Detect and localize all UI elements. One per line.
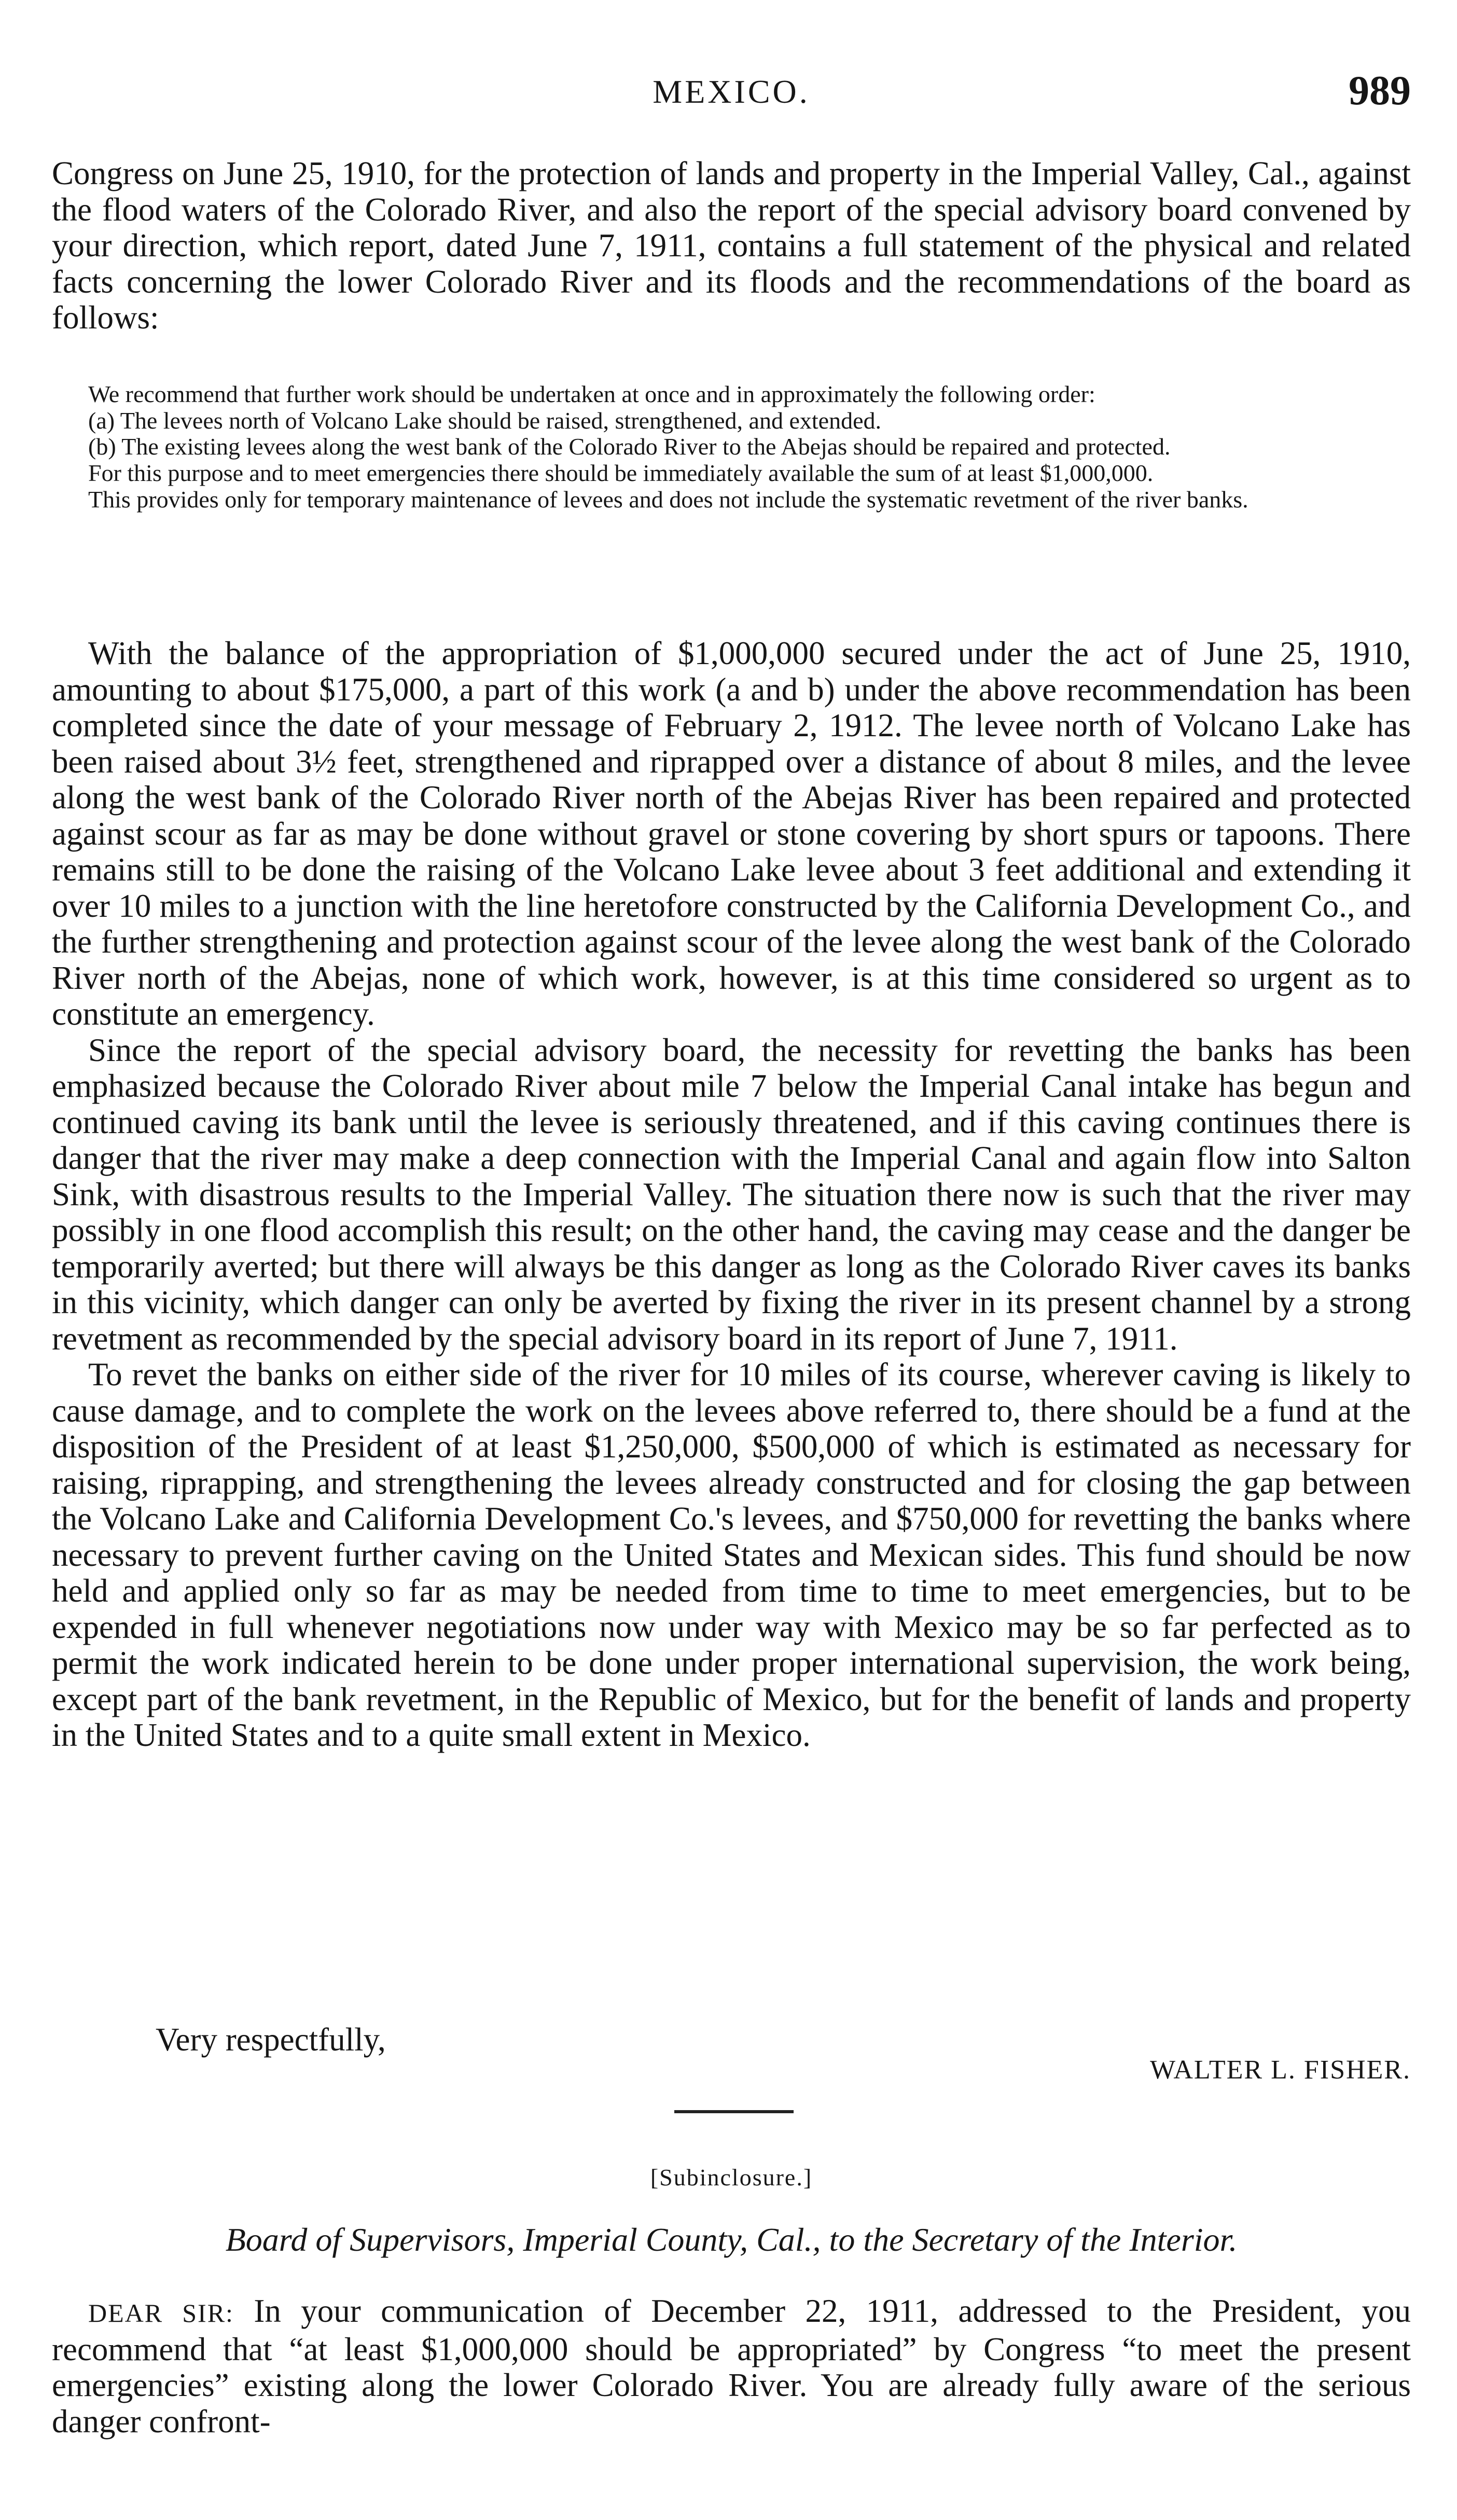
page-number: 989 (1349, 68, 1411, 114)
paragraph-revetting-necessity: Since the report of the special advisory board, the necessity for revetting the banks has been emphasized because the Colorado River about mile 7 below the Imperial Canal intake has begun and continued caving its bank until the levee is seriously threatened, and if this caving continues there is danger that the river may make a deep connection with the Imperial Canal and again flow into Salton Sink, with disastrous results to the Imperial Valley. The situation there now is such that the river may possibly in one flood accomplish this result; on the other hand, the caving may cease and the danger be temporarily averted; but there will always be this danger as long as the Colorado River caves its banks in this vicinity, which danger can only be averted by fixing the river in its present channel by a strong revetment as recommended by the special advisory board in its report of June 7, 1911. (52, 1031, 1411, 1357)
intro-block (52, 156, 1411, 336)
intro-paragraph: Congress on June 25, 1910, for the protection of lands and property in the Imperial Valley, Cal., against the flood waters of the Colorado River, and also the report of the special advisory board convened by your direction, which report, dated June 7, 1911, contains a full statement of the physical and related facts concerning the lower Colorado River and its floods and the recommendations of the board as follows: (52, 155, 1411, 336)
quote-intro: We recommend that further work should be undertaken at once and in approximately the following order: (88, 381, 1095, 407)
quote-item-a: (a) The levees north of Volcano Lake should be raised, strengthened, and extended. (88, 407, 882, 434)
running-head: MEXICO. (653, 73, 810, 110)
quote-item-b: (b) The existing levees along the west bank of the Colorado River to the Abejas should be repaired and protected. (88, 433, 1171, 460)
subinclosure-label: [Subinclosure.] (650, 2164, 813, 2191)
subinclosure-title: Board of Supervisors, Imperial County, Cal., to the Secretary of the Interior. (225, 2221, 1238, 2258)
letter-greeting: DEAR SIR: (88, 2298, 234, 2328)
letter-paragraph (52, 2293, 1411, 2440)
page-header (52, 67, 1411, 125)
quote-provides: This provides only for temporary maintenance of levees and does not include the systematic revetment of the river banks. (88, 486, 1248, 513)
main-body (52, 636, 1411, 1754)
signature: WALTER L. FISHER. (1150, 2055, 1411, 2085)
quote-purpose: For this purpose and to meet emergencies there should be immediately available the sum of at least $1,000,000. (88, 460, 1154, 487)
board-recommendation-quote (52, 381, 1411, 513)
letter-text: In your communication of December 22, 1911, addressed to the President, you recommend that “at least $1,000,000 should be appropriated” by Congress “to meet the present emergencies” existing along the lower Colorado River. You are already fully aware of the serious danger confront- (52, 2293, 1411, 2440)
section-divider (674, 2110, 794, 2113)
letter-body (52, 2293, 1411, 2440)
paragraph-revet-fund: To revet the banks on either side of the river for 10 miles of its course, wherever caving is likely to cause damage, and to complete the work on the levees above referred to, there should be a fund at the disposition of the President of at least $1,250,000, $500,000 of which is estimated as necessary for raising, riprapping, and strengthening the levees already constructed and for closing the gap between the Volcano Lake and California Development Co.'s levees, and $750,000 for revetting the banks where necessary to prevent further caving on the United States and Mexican sides. This fund should be now held and applied only so far as may be needed from time to time to meet emergencies, but to be expended in full whenever negotiations now under way with Mexico may be so far perfected as to permit the work indicated herein to be done under proper international supervision, the work being, except part of the bank revetment, in the Republic of Mexico, but for the benefit of lands and property in the United States and to a quite small extent in Mexico. (52, 1356, 1411, 1753)
complimentary-close: Very respectfully, (156, 2021, 386, 2058)
paragraph-appropriation-balance: With the balance of the appropriation of $1,000,000 secured under the act of June 25, 1910, amounting to about $175,000, a part of this work (a and b) under the above recommendation has been completed since the date of your message of February 2, 1912. The levee north of Volcano Lake has been raised about 3½ feet, strengthened and riprapped over a distance of about 8 miles, and the levee along the west bank of the Colorado River north of the Abejas River has been repaired and protected against scour as far as may be done without gravel or stone covering by short spurs or tapoons. There remains still to be done the raising of the Volcano Lake levee about 3 feet additional and extending it over 10 miles to a junction with the line heretofore constructed by the California Development Co., and the further strengthening and protection against scour of the levee along the west bank of the Colorado River north of the Abejas, none of which work, however, is at this time considered so urgent as to constitute an emergency. (52, 635, 1411, 1032)
